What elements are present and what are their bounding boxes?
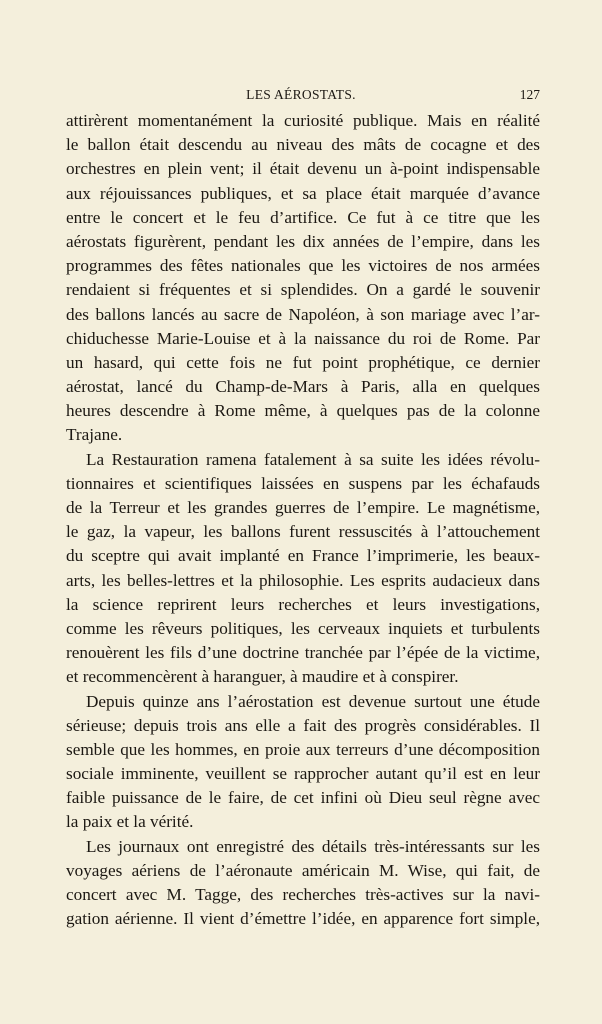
text-line: Les journaux ont enregistré des détails très-intéressants sur les — [86, 836, 540, 856]
body-text — [66, 109, 540, 931]
text-line: des ballons lancés au sacre de Napoléon, à son mariage avec l’ar- — [66, 304, 540, 324]
text-line: Trajane. — [66, 425, 123, 445]
text-line: semble que les hommes, en proie aux terreurs d’une décomposition — [66, 739, 540, 759]
text-line: orchestres en plein vent; il était devenu un à-point indispensable — [66, 159, 540, 179]
text-line: programmes des fêtes nationales que les victoires de nos armées — [66, 256, 540, 276]
text-line: de la Terreur et les grandes guerres de l’empire. Le magnétisme, — [66, 498, 540, 517]
text-line: sérieuse; depuis trois ans elle a fait des progrès considérables. Il — [66, 715, 540, 735]
text-line: faible puissance de le faire, de cet infini où Dieu seul règne avec — [66, 788, 540, 808]
text-line: sociale imminente, veuillent se rapprocher autant qu’il est en leur — [66, 764, 540, 784]
page-header — [0, 87, 602, 105]
text-line: comme les rêveurs politiques, les cerveaux inquiets et turbulents — [66, 618, 540, 638]
text-line: La Restauration ramena fatalement à sa suite les idées révolu- — [86, 449, 540, 469]
text-line: Depuis quinze ans l’aérostation est devenue surtout une étude — [86, 691, 540, 711]
text-line: gation aérienne. Il vient d’émettre l’idée, en apparence fort simple, — [66, 909, 540, 929]
running-title: LES AÉROSTATS. — [246, 87, 356, 102]
text-line: concert avec M. Tagge, des recherches très-actives sur la navi- — [66, 885, 540, 904]
text-line: heures descendre à Rome même, à quelques pas de la colonne — [66, 401, 540, 421]
text-line: entre le concert et le feu d’artifice. Ce fut à ce titre que les — [66, 207, 540, 227]
text-line: aérostats figurèrent, pendant les dix années de l’empire, dans les — [66, 231, 540, 251]
text-line: chiduchesse Marie-Louise et à la naissance du roi de Rome. Par — [66, 328, 540, 348]
text-line: voyages aériens de l’aéronaute américain M. Wise, qui fait, de — [66, 860, 540, 880]
page-number: 127 — [519, 87, 540, 102]
text-line: la paix et la vérité. — [66, 812, 194, 832]
text-line: le ballon était descendu au niveau des mâts de cocagne et des — [66, 135, 540, 155]
text-line: le gaz, la vapeur, les ballons furent ressuscités à l’attouchement — [66, 522, 540, 542]
text-line: aux réjouissances publiques, et sa place était marquée d’avance — [66, 183, 540, 203]
text-line: rendaient si fréquentes et si splendides. On a gardé le souvenir — [66, 280, 540, 300]
text-line: un hasard, qui cette fois ne fut point prophétique, ce dernier — [66, 352, 540, 372]
text-line: renouèrent les fils d’une doctrine tranchée par l’épée de la victime, — [66, 643, 540, 663]
text-line: aérostat, lancé du Champ-de-Mars à Paris, alla en quelques — [66, 377, 540, 397]
text-line: attirèrent momentanément la curiosité publique. Mais en réalité — [66, 111, 540, 130]
text-line: tionnaires et scientifiques laissées en suspens par les échafauds — [66, 473, 540, 493]
text-line: la science reprirent leurs recherches et leurs investigations, — [66, 594, 540, 614]
text-line: arts, les belles-lettres et la philosophie. Les esprits audacieux dans — [66, 570, 540, 590]
text-line: et recommencèrent à haranguer, à maudire et à conspirer. — [66, 667, 459, 687]
text-line: du sceptre qui avait implanté en France l’imprimerie, les beaux- — [66, 546, 540, 566]
